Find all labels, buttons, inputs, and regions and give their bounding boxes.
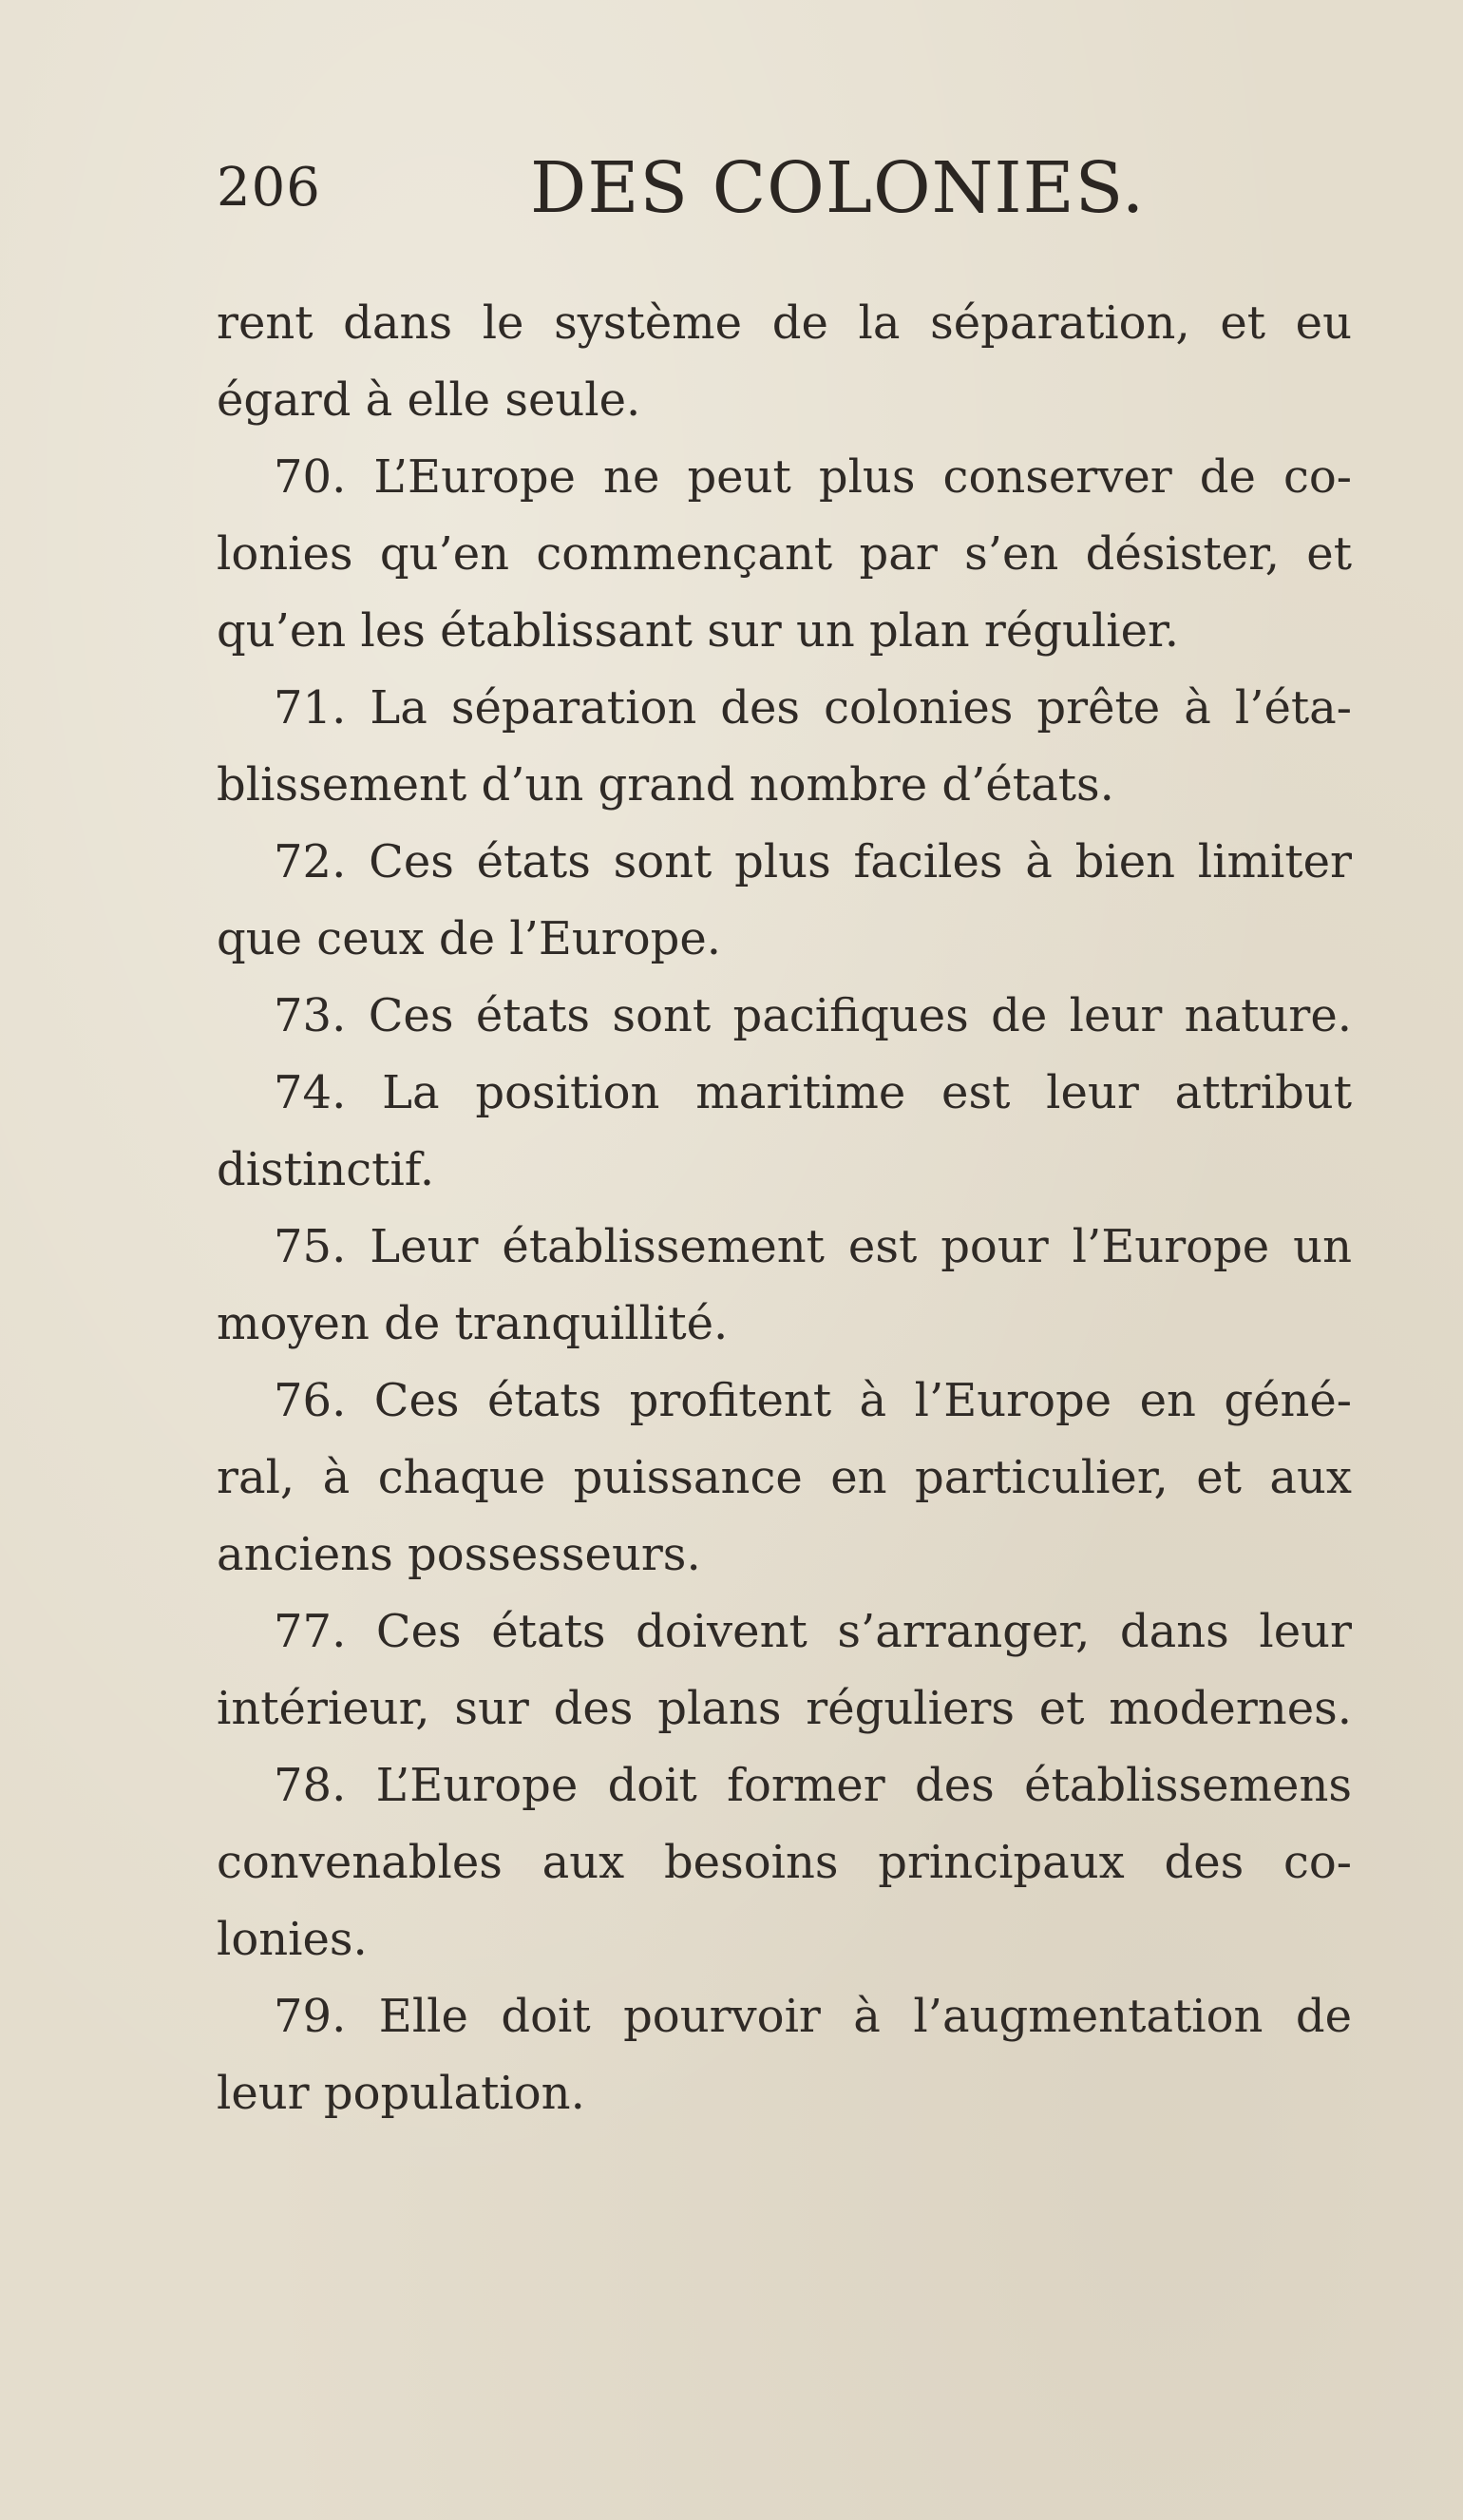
text-line: leur population. bbox=[217, 2067, 585, 2120]
numbered-paragraph-71: 71. La séparation des colonies prête à l’éta- bbox=[274, 681, 1352, 735]
text-line: distinctif. bbox=[217, 1143, 435, 1196]
numbered-paragraph-77: 77. Ces états doivent s’arranger, dans leur bbox=[274, 1605, 1352, 1658]
numbered-paragraph-72: 72. Ces états sont plus faciles à bien limiter bbox=[274, 835, 1352, 888]
text-line: ral, à chaque puissance en particulier, et aux bbox=[217, 1451, 1352, 1504]
text-line: blissement d’un grand nombre d’états. bbox=[217, 758, 1114, 811]
text-line: que ceux de l’Europe. bbox=[217, 912, 722, 965]
numbered-paragraph-76: 76. Ces états profitent à l’Europe en géné- bbox=[274, 1374, 1352, 1427]
text-line: intérieur, sur des plans réguliers et modernes. bbox=[217, 1682, 1352, 1735]
numbered-paragraph-75: 75. Leur établissement est pour l’Europe un bbox=[274, 1220, 1352, 1273]
numbered-paragraph-74: 74. La position maritime est leur attribut bbox=[274, 1066, 1352, 1119]
page-header bbox=[217, 147, 1357, 233]
text-line: lonies qu’en commençant par s’en désister, et bbox=[217, 527, 1352, 581]
text-line: égard à elle seule. bbox=[217, 373, 641, 427]
text-line: rent dans le système de la séparation, et eu bbox=[217, 296, 1352, 350]
text-line: qu’en les établissant sur un plan régulier. bbox=[217, 604, 1179, 658]
text-line: anciens possesseurs. bbox=[217, 1528, 701, 1581]
numbered-paragraph-78: 78. L’Europe doit former des établissemens bbox=[274, 1759, 1352, 1812]
numbered-paragraph-79: 79. Elle doit pourvoir à l’augmentation de bbox=[274, 1990, 1352, 2043]
running-title: DES COLONIES. bbox=[530, 147, 1146, 229]
body-text bbox=[217, 285, 1352, 2132]
numbered-paragraph-73: 73. Ces états sont pacifiques de leur nature. bbox=[274, 989, 1352, 1042]
page-number: 206 bbox=[217, 157, 321, 219]
numbered-paragraph-70: 70. L’Europe ne peut plus conserver de co- bbox=[274, 450, 1352, 504]
text-line: moyen de tranquillité. bbox=[217, 1297, 729, 1350]
text-line: lonies. bbox=[217, 1913, 368, 1966]
text-line: convenables aux besoins principaux des co- bbox=[217, 1836, 1352, 1889]
